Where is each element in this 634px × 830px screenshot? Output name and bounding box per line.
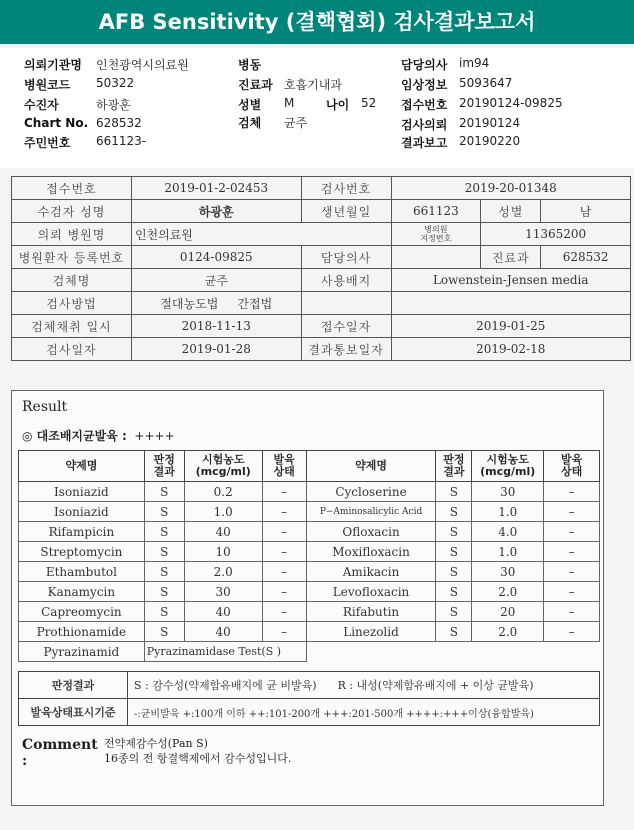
drug-growth: –	[262, 482, 306, 502]
hospital-cell-label: 의뢰 병원명	[12, 223, 132, 246]
drug-growth: –	[262, 522, 306, 542]
sex-cell-label: 성별	[481, 200, 541, 223]
test-request-value: 20190124	[459, 116, 521, 130]
empty-cell	[306, 642, 599, 662]
drug-conc: 30	[184, 582, 262, 602]
sex-label: 성별	[238, 98, 262, 112]
drug-conc: 1.0	[184, 502, 262, 522]
pyrazinamid-test: Pyrazinamidase Test(S )	[144, 642, 306, 662]
drug-name: Capreomycin	[19, 602, 145, 622]
drug-name: Ethambutol	[19, 562, 145, 582]
drug-result: S	[144, 602, 184, 622]
hospital-code-cell-label	[391, 223, 481, 246]
col-conc-right	[472, 451, 544, 482]
table-row	[19, 542, 600, 562]
sex-cell: 남	[541, 200, 631, 223]
judge-legend-s: S : 감수성(약제함유배지에 균 비발육)	[134, 679, 317, 692]
specimen-cell-label: 검체명	[12, 269, 132, 292]
control-growth-value: ++++	[134, 429, 175, 443]
drug-name: Cycloserine	[306, 482, 436, 502]
test-date-cell: 2019-01-28	[131, 338, 301, 361]
specimen-label: 검체	[238, 116, 262, 130]
test-date-cell-label: 검사일자	[12, 338, 132, 361]
comment-label: Comment :	[22, 737, 98, 769]
drug-result: S	[144, 542, 184, 562]
drug-growth: –	[544, 502, 600, 522]
drug-name: Rifabutin	[306, 602, 436, 622]
grow-h2: 상태	[560, 465, 583, 478]
result-section	[11, 390, 604, 806]
drug-conc: 40	[184, 622, 262, 642]
collect-cell-label: 검체채취 일시	[12, 315, 132, 338]
medium-cell-label: 사용배지	[301, 269, 391, 292]
collect-cell: 2018-11-13	[131, 315, 301, 338]
hospital-code-value: 50322	[96, 76, 135, 90]
drug-growth: –	[544, 542, 600, 562]
drug-conc: 0.2	[184, 482, 262, 502]
dob-cell-label: 생년월일	[301, 200, 391, 223]
reg-no-cell-label: 병원환자 등록번호	[12, 246, 132, 269]
judge-h2: 결과	[153, 465, 175, 478]
drug-name: Ofloxacin	[306, 522, 436, 542]
drug-result: S	[144, 502, 184, 522]
test-no-cell: 2019-20-01348	[391, 177, 630, 200]
drug-name: Streptomycin	[19, 542, 145, 562]
notify-cell-label: 결과통보일자	[301, 338, 391, 361]
drug-result: S	[144, 562, 184, 582]
drug-name: Kanamycin	[19, 582, 145, 602]
drug-conc: 10	[184, 542, 262, 562]
drug-growth: –	[544, 622, 600, 642]
doctor-cell-label: 담당의사	[301, 246, 391, 269]
comment-line2: 16종의 전 항결핵제에서 감수성입니다.	[104, 752, 292, 765]
drug-conc: 1.0	[472, 502, 544, 522]
method-indirect: 간접법	[237, 296, 273, 311]
drug-growth: –	[544, 602, 600, 622]
drug-name: Isoniazid	[19, 482, 145, 502]
clinical-info-label: 임상정보	[401, 78, 448, 92]
drug-result: S	[436, 502, 472, 522]
drug-name: Isoniazid	[19, 502, 145, 522]
doctor-cell	[391, 246, 481, 269]
specimen-cell: 균주	[131, 269, 301, 292]
ward-label: 병동	[238, 58, 262, 72]
table-row	[19, 602, 600, 622]
collector-label: 수진자	[24, 98, 59, 112]
dept-cell: 628532	[541, 246, 631, 269]
dept-cell-label: 진료과	[481, 246, 541, 269]
table-row	[19, 562, 600, 582]
department-label: 진료과	[238, 78, 273, 92]
table-row	[19, 482, 600, 502]
hospital-code-label-line1: 병의원	[424, 225, 448, 234]
drug-name: Prothionamide	[19, 622, 145, 642]
dob-cell: 661123	[391, 200, 481, 223]
drug-growth: –	[544, 582, 600, 602]
specimen-value: 균주	[284, 116, 308, 130]
doctor-label: 담당의사	[401, 58, 448, 72]
drug-conc: 40	[184, 602, 262, 622]
col-drug-right: 약제명	[306, 451, 436, 482]
col-judge-right	[436, 451, 472, 482]
drug-conc: 40	[184, 522, 262, 542]
patient-info-table	[11, 176, 631, 361]
result-title: Result	[22, 399, 68, 415]
drug-name: Linezolid	[306, 622, 436, 642]
drug-name: Amikacin	[306, 562, 436, 582]
medium-cell: Lowenstein-Jensen media	[391, 269, 630, 292]
institution-value: 인천광역시의료원	[96, 58, 189, 72]
drug-growth: –	[544, 482, 600, 502]
chart-no-label: Chart No.	[24, 116, 89, 130]
col-grow-left	[262, 451, 306, 482]
empty-cell-wide	[391, 292, 630, 315]
control-growth	[22, 427, 175, 444]
conc-h2: (mcg/ml)	[480, 465, 536, 478]
report-title: AFB Sensitivity (결핵협회) 검사결과보고서	[0, 0, 634, 44]
reception-no-cell: 2019-01-2-02453	[131, 177, 301, 200]
drug-growth: –	[544, 522, 600, 542]
judge-h1: 판정	[153, 453, 175, 466]
pyrazinamid-name: Pyrazinamid	[19, 642, 145, 662]
drug-table	[18, 450, 600, 662]
legend-table	[18, 671, 600, 726]
notify-cell: 2019-02-18	[391, 338, 630, 361]
drug-result: S	[436, 622, 472, 642]
reception-no-value: 20190124-09825	[459, 96, 563, 110]
conc-h1: 시험농도	[201, 453, 245, 466]
drug-result: S	[436, 542, 472, 562]
control-growth-label: ◎ 대조배지균발육 :	[22, 429, 127, 443]
method-cell	[131, 292, 301, 315]
drug-result: S	[436, 482, 472, 502]
report-header	[0, 48, 634, 168]
drug-growth: –	[262, 542, 306, 562]
hospital-code-cell: 11365200	[481, 223, 631, 246]
hospital-code-label-line2: 지정번호	[420, 234, 452, 243]
drug-growth: –	[262, 502, 306, 522]
growth-legend-label: 발육상태표시기준	[19, 699, 128, 726]
drug-name: Moxifloxacin	[306, 542, 436, 562]
empty-cell	[301, 292, 391, 315]
drug-result: S	[144, 622, 184, 642]
drug-name: Levofloxacin	[306, 582, 436, 602]
resident-no-value: 661123-	[96, 134, 147, 148]
drug-result: S	[436, 562, 472, 582]
drug-result: S	[436, 582, 472, 602]
resident-no-label: 주민번호	[24, 136, 71, 150]
table-row	[19, 502, 600, 522]
age-value: 52	[361, 96, 377, 110]
drug-growth: –	[544, 562, 600, 582]
age-label: 나이	[326, 98, 350, 112]
drug-conc: 30	[472, 482, 544, 502]
doctor-value: im94	[459, 56, 490, 70]
drug-result: S	[436, 602, 472, 622]
table-row	[19, 522, 600, 542]
drug-conc: 2.0	[472, 622, 544, 642]
col-conc-left	[184, 451, 262, 482]
judge-h1: 판정	[443, 453, 465, 466]
drug-conc: 1.0	[472, 542, 544, 562]
collector-value: 하광훈	[96, 98, 131, 112]
grow-h2: 상태	[273, 465, 295, 478]
judge-legend-r: R : 내성(약제함유배지에 + 이상 균발육)	[337, 679, 534, 692]
drug-growth: –	[262, 602, 306, 622]
drug-growth: –	[262, 582, 306, 602]
grow-h1: 발육	[273, 453, 295, 466]
conc-h1: 시험농도	[486, 453, 529, 466]
pyrazinamid-row	[19, 642, 600, 662]
hospital-code-label: 병원코드	[24, 78, 71, 92]
name-cell-label: 수검자 성명	[12, 200, 132, 223]
drug-result: S	[144, 482, 184, 502]
reception-no-label: 접수번호	[401, 98, 448, 112]
col-judge-left	[144, 451, 184, 482]
test-request-label: 검사의뢰	[401, 118, 448, 132]
clinical-info-value: 5093647	[459, 76, 513, 90]
conc-h2: (mcg/ml)	[195, 465, 251, 478]
reception-no-cell-label: 접수번호	[12, 177, 132, 200]
name-cell: 하광훈	[131, 200, 301, 223]
judge-legend-label: 판정결과	[19, 672, 128, 699]
drug-conc: 2.0	[472, 582, 544, 602]
drug-conc: 30	[472, 562, 544, 582]
receive-cell: 2019-01-25	[391, 315, 630, 338]
growth-legend-text: -:균비발육 +:100개 이하 ++:101-200개 +++:201-500개 ++++:+++이상(융합발육)	[128, 699, 600, 726]
col-grow-right	[544, 451, 600, 482]
drug-name: P−Aminosalicylic Acid	[306, 502, 436, 522]
result-report-value: 20190220	[459, 134, 521, 148]
grow-h1: 발육	[560, 453, 583, 466]
institution-label: 의뢰기관명	[24, 58, 82, 72]
drug-result: S	[436, 522, 472, 542]
chart-no-value: 628532	[96, 116, 142, 130]
drug-conc: 2.0	[184, 562, 262, 582]
col-drug-left: 약제명	[19, 451, 145, 482]
table-row	[19, 622, 600, 642]
judge-h2: 결과	[443, 465, 465, 478]
drug-result: S	[144, 582, 184, 602]
table-row	[19, 582, 600, 602]
test-no-cell-label: 검사번호	[301, 177, 391, 200]
judge-legend-text	[128, 672, 600, 699]
drug-name: Rifampicin	[19, 522, 145, 542]
drug-growth: –	[262, 562, 306, 582]
result-report-label: 결과보고	[401, 136, 448, 150]
sex-value: M	[284, 96, 295, 110]
reg-no-cell: 0124-09825	[131, 246, 301, 269]
drug-result: S	[144, 522, 184, 542]
drug-conc: 4.0	[472, 522, 544, 542]
department-value: 호흡기내과	[284, 78, 342, 92]
drug-conc: 20	[472, 602, 544, 622]
method-absolute: 절대농도법	[160, 296, 219, 311]
receive-cell-label: 접수일자	[301, 315, 391, 338]
method-cell-label: 검사방법	[12, 292, 132, 315]
drug-growth: –	[262, 622, 306, 642]
comment-line1: 전약제감수성(Pan S)	[104, 737, 208, 750]
hospital-cell: 인천의료원	[131, 223, 391, 246]
